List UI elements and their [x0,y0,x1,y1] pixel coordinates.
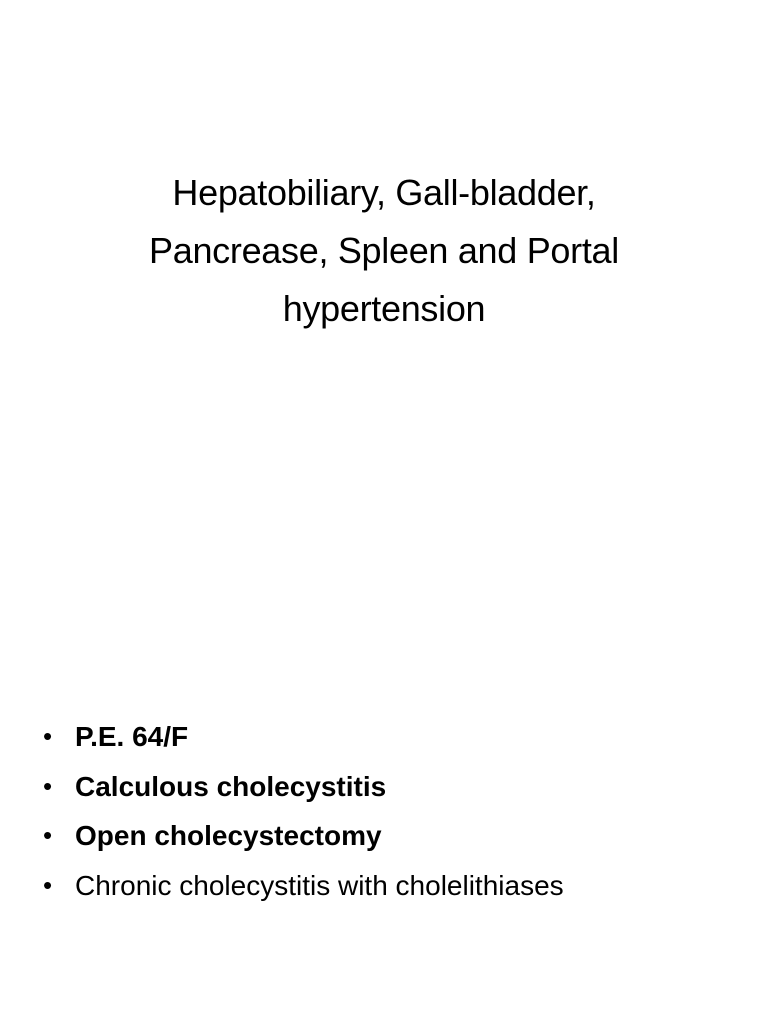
slide-title-line-2: Pancrease, Spleen and Portal [149,230,619,271]
bullet-item-procedure [40,811,740,861]
bullet-list [40,712,740,910]
bullet-dot-icon: • [43,820,53,850]
bullet-text: Open cholecystectomy [75,820,382,851]
bullet-item-finding [40,861,740,911]
bullet-dot-icon: • [43,721,53,751]
bullet-dot-icon: • [43,770,53,801]
slide-title-line-1: Hepatobiliary, Gall-bladder, [172,172,596,213]
slide-title [84,164,684,338]
slide-title-line-3: hypertension [282,288,486,329]
bullet-text: Calculous cholecystitis [75,770,387,802]
bullet-text: Chronic cholecystitis with cholelithiases [75,869,564,901]
bullet-text: P.E. 64/F [75,721,189,752]
bullet-dot-icon: • [43,869,53,900]
bullet-item-diagnosis [40,762,740,812]
bullet-item-patient [40,712,740,762]
